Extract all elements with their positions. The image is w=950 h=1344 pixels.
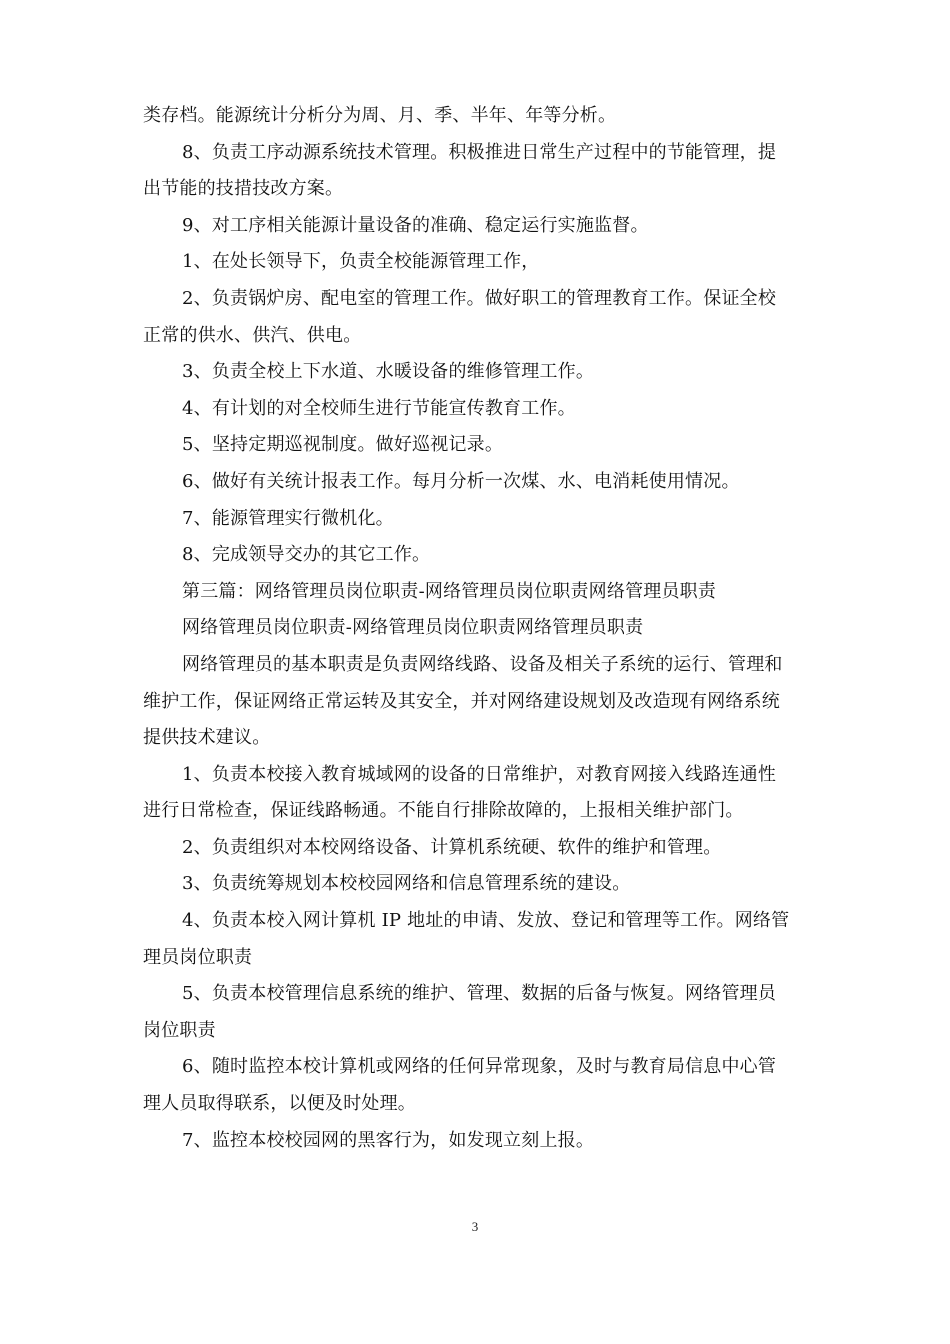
text-line: 维护工作，保证网络正常运转及其安全，并对网络建设规划及改造现有网络系统 [143, 690, 780, 712]
text-line: 5、负责本校管理信息系统的维护、管理、数据的后备与恢复。网络管理员 [182, 983, 777, 1005]
text-line: 正常的供水、供汽、供电。 [143, 324, 362, 346]
text-line: 6、做好有关统计报表工作。每月分析一次煤、水、电消耗使用情况。 [182, 470, 740, 492]
page-number: 3 [471, 1219, 479, 1234]
text-line: 进行日常检查，保证线路畅通。不能自行排除故障的，上报相关维护部门。 [143, 800, 744, 822]
text-line: 3、负责统筹规划本校校园网络和信息管理系统的建设。 [182, 873, 631, 895]
text-line: 5、坚持定期巡视制度。做好巡视记录。 [182, 434, 504, 456]
text-line: 4、有计划的对全校师生进行节能宣传教育工作。 [182, 397, 576, 419]
text-line: 4、负责本校入网计算机 IP 地址的申请、发放、登记和管理等工作。网络管 [182, 910, 790, 932]
text-line: 网络管理员岗位职责-网络管理员岗位职责网络管理员职责 [182, 617, 644, 639]
text-line: 7、监控本校校园网的黑客行为，如发现立刻上报。 [182, 1129, 595, 1151]
text-line: 出节能的技措技改方案。 [143, 178, 344, 200]
text-line: 6、随时监控本校计算机或网络的任何异常现象，及时与教育局信息中心管 [182, 1056, 777, 1078]
text-line: 1、在处长领导下，负责全校能源管理工作， [182, 251, 540, 273]
text-line: 2、负责组织对本校网络设备、计算机系统硬、软件的维护和管理。 [182, 836, 722, 858]
text-line: 类存档。能源统计分析分为周、月、季、半年、年等分析。 [143, 105, 617, 126]
text-line: 岗位职责 [143, 1019, 216, 1041]
text-line: 3、负责全校上下水道、水暖设备的维修管理工作。 [182, 361, 595, 383]
text-line: 8、完成领导交办的其它工作。 [182, 544, 431, 566]
text-line: 第三篇：网络管理员岗位职责-网络管理员岗位职责网络管理员职责 [182, 580, 717, 602]
text-line: 网络管理员的基本职责是负责网络线路、设备及相关子系统的运行、管理和 [182, 653, 783, 675]
text-line: 理员岗位职责 [143, 946, 253, 968]
text-line: 9、对工序相关能源计量设备的准确、稳定运行实施监督。 [182, 214, 649, 236]
text-line: 8、负责工序动源系统技术管理。积极推进日常生产过程中的节能管理，提 [182, 141, 777, 163]
text-line: 理人员取得联系，以便及时处理。 [143, 1093, 416, 1115]
text-line: 7、能源管理实行微机化。 [182, 507, 394, 529]
document-body [143, 98, 815, 1159]
text-line: 提供技术建议。 [143, 727, 271, 749]
text-line: 1、负责本校接入教育城域网的设备的日常维护，对教育网接入线路连通性 [182, 763, 777, 785]
text-line: 2、负责锅炉房、配电室的管理工作。做好职工的管理教育工作。保证全校 [182, 287, 777, 309]
